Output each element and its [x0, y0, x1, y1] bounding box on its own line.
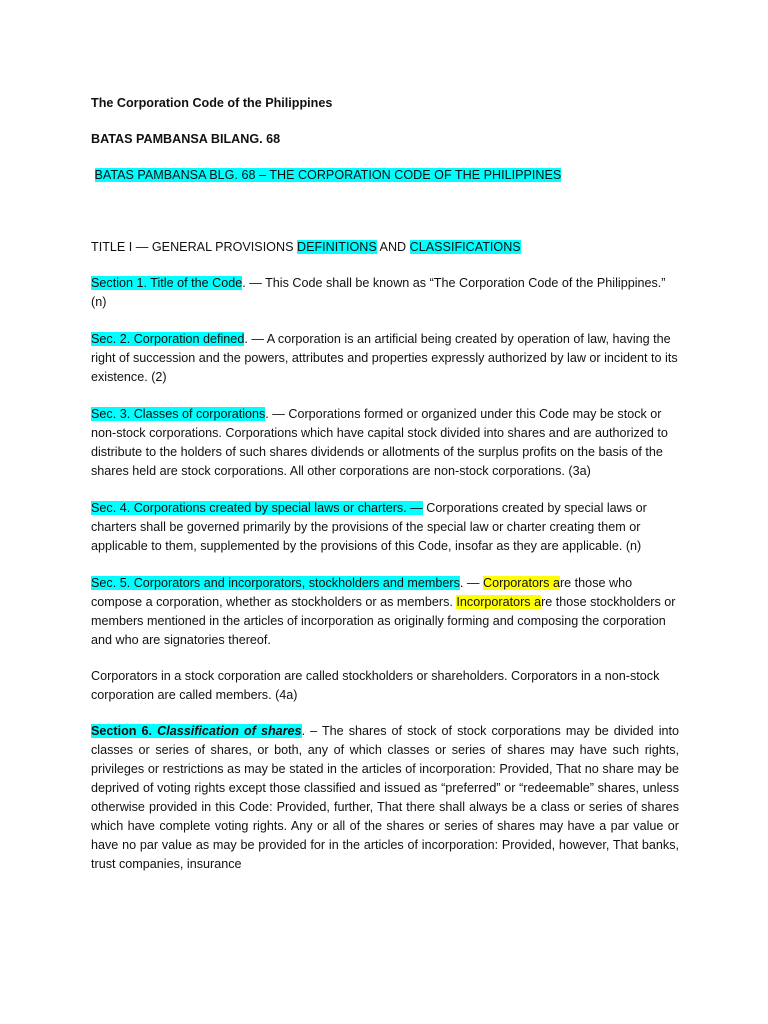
section-4 [91, 499, 679, 556]
section-5-text-1: re those who compose a corporation, whether as stockholders or as members. [91, 576, 633, 609]
section-1-heading: Section 1. Title of the Code [91, 276, 243, 290]
incorporators-highlight: Incorporators a [456, 595, 542, 609]
section-3-body: . — Corporations formed or organized under this Code may be stock or non-stock corporations. Corporations which have capital stock divided into shares and are authorized to distribute to the holders of such shares dividends or allotments of the surplus profits on the basis of the shares held are stock corporations. All other corporations are non-stock corporations. (3a) [91, 407, 668, 478]
section-6-heading-italic: Classification of shares [157, 724, 302, 738]
section-5-text-2: re those stockholders or members mentioned in the articles of incorporation as originally forming and composing the corporation and who are signatories thereof. [91, 595, 676, 647]
section-1 [91, 274, 679, 312]
section-6-body: . – The shares of stock of stock corporations may be divided into classes or series of shares, or both, any of which classes or series of shares may have such rights, privileges or restrictions as may be stated in the articles of incorporation: Provided, That no share may be deprived of voting rights except those classified and issued as “preferred” or “redeemable” shares, unless otherwise provided in this Code: Provided, further, That there shall always be a class or series of shares which have complete voting rights. Any or all of the shares or series of shares may have a par value or have no par value as may be provided for in the articles of incorporation: Provided, however, That banks, trust companies, insurance [91, 724, 680, 871]
section-1-body: . — This Code shall be known as “The Corporation Code of the Philippines.” (n) [91, 276, 666, 309]
title-prefix: TITLE I — GENERAL PROVISIONS [91, 240, 297, 254]
classifications-highlight: CLASSIFICATIONS [409, 240, 521, 254]
section-2 [91, 330, 679, 387]
section-3-heading: Sec. 3. Classes of corporations [91, 407, 266, 421]
section-6 [91, 722, 679, 874]
section-2-heading: Sec. 2. Corporation defined [91, 332, 245, 346]
section-5 [91, 574, 679, 650]
section-5-paragraph-2: Corporators in a stock corporation are called stockholders or shareholders. Corporators in a non-stock corporation are called members. (4a) [91, 669, 660, 702]
document-title: The Corporation Code of the Philippines [91, 96, 333, 110]
document-subtitle: BATAS PAMBANSA BILANG. 68 [91, 132, 281, 146]
section-3 [91, 405, 679, 481]
section-4-body: Corporations created by special laws or charters shall be governed primarily by the provisions of the special law or charter creating them or applicable to them, supplemented by the provisions of this Code, insofar as they are applicable. (n) [91, 501, 647, 553]
definitions-highlight: DEFINITIONS [296, 240, 377, 254]
title-and: AND [376, 240, 410, 254]
banner-highlight: BATAS PAMBANSA BLG. 68 – THE CORPORATION CODE OF THE PHILIPPINES [94, 168, 562, 182]
section-6-heading-label: Section 6. [91, 724, 153, 738]
section-6-heading [91, 724, 302, 738]
section-5-heading: Sec. 5. Corporators and incorporators, stockholders and members [91, 576, 460, 590]
document-page [91, 86, 679, 874]
title-heading [91, 238, 679, 257]
document-banner [91, 166, 679, 185]
corporators-highlight: Corporators a [482, 576, 560, 590]
section-4-heading: Sec. 4. Corporations created by special laws or charters. — [91, 501, 423, 515]
section-5-dash: . — [459, 576, 483, 590]
section-2-body: . — A corporation is an artificial being created by operation of law, having the right of succession and the powers, attributes and properties expressly authorized by law or incident to its existence. (2) [91, 332, 678, 384]
